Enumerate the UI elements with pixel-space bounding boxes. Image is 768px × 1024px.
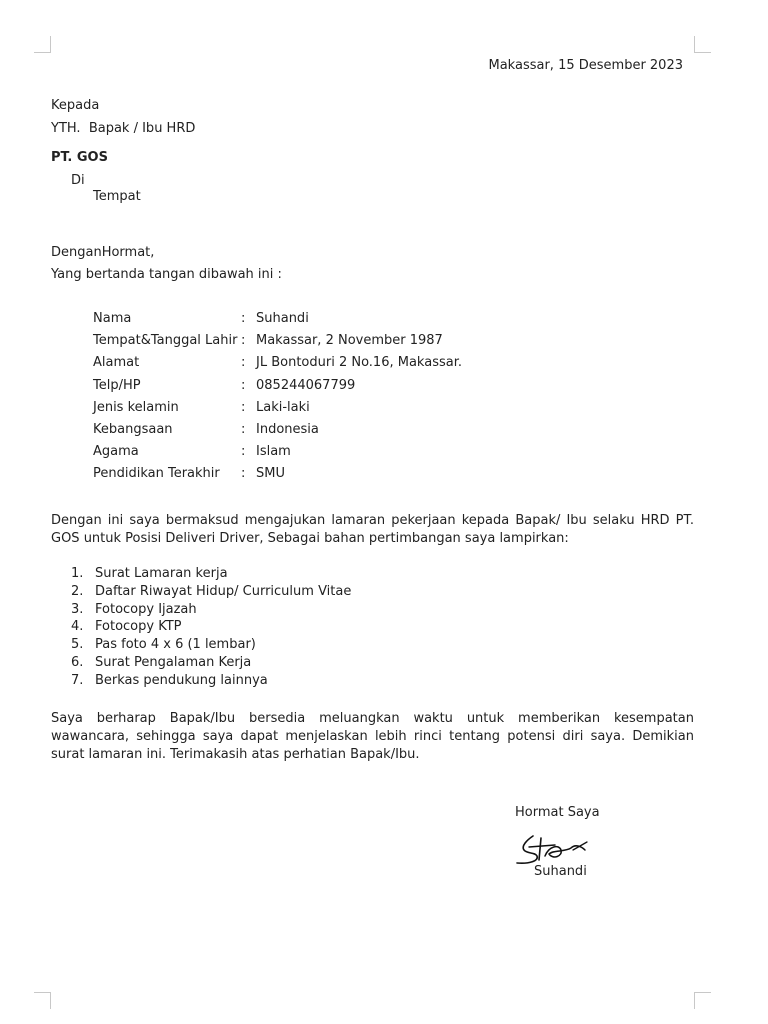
list-number: 4.: [71, 619, 84, 635]
info-colon: :: [241, 466, 246, 482]
info-label: Pendidikan Terakhir: [93, 466, 220, 482]
page-corner-mark-top-right: [694, 36, 711, 53]
list-number: 3.: [71, 601, 84, 617]
list-text: Fotocopy Ijazah: [95, 601, 197, 617]
greeting: DenganHormat,: [51, 245, 155, 260]
recipient-line-yth: YTH. Bapak / Ibu HRD: [51, 121, 196, 136]
info-label: Tempat&Tanggal Lahir: [93, 333, 238, 349]
recipient-line-di: Di: [71, 173, 85, 188]
list-number: 6.: [71, 654, 84, 670]
info-value: Laki-laki: [256, 399, 310, 415]
info-value: Islam: [256, 444, 291, 460]
info-label: Alamat: [93, 355, 140, 371]
list-text: Fotocopy KTP: [95, 619, 182, 635]
letter-date: Makassar, 15 Desember 2023: [488, 58, 683, 73]
list-text: Surat Pengalaman Kerja: [95, 654, 252, 670]
closing-paragraph: Saya berharap Bapak/Ibu bersedia meluangkan waktu untuk memberikan kesempatan wawancara, sehingga saya dapat menjelaskan lebih rinci tentang potensi diri saya. Demikian surat lamaran ini. Terimakasih atas perhatian Bapak/Ibu.: [51, 711, 694, 762]
intro-line: Yang bertanda tangan dibawah ini :: [51, 267, 282, 282]
page-corner-mark-top-left: [34, 36, 51, 53]
info-value: Indonesia: [256, 421, 319, 437]
info-colon: :: [241, 399, 246, 415]
page-corner-mark-bottom-left: [34, 992, 51, 1009]
list-text: Berkas pendukung lainnya: [95, 672, 268, 688]
closing-salutation: Hormat Saya: [515, 805, 600, 820]
list-number: 5.: [71, 637, 84, 653]
application-paragraph: Dengan ini saya bermaksud mengajukan lamaran pekerjaan kepada Bapak/ Ibu selaku HRD PT. GOS untuk Posisi Deliveri Driver, Sebagai bahan pertimbangan saya lampirkan:: [51, 513, 694, 546]
info-colon: :: [241, 444, 246, 460]
info-label: Nama: [93, 311, 132, 326]
recipient-line-kepada: Kepada: [51, 98, 100, 113]
signature-mark: [515, 832, 591, 866]
list-number: 2.: [71, 583, 84, 599]
info-colon: :: [241, 421, 246, 437]
list-number: 7.: [71, 672, 84, 688]
info-colon: :: [241, 311, 246, 326]
info-value: 085244067799: [256, 377, 356, 393]
info-label: Agama: [93, 444, 139, 460]
info-label: Kebangsaan: [93, 421, 173, 437]
recipient-line-tempat: Tempat: [93, 189, 141, 204]
list-text: Pas foto 4 x 6 (1 lembar): [95, 637, 256, 653]
list-text: Daftar Riwayat Hidup/ Curriculum Vitae: [95, 583, 352, 599]
info-label: Telp/HP: [93, 377, 141, 393]
info-value: Suhandi: [256, 311, 309, 326]
list-text: Surat Lamaran kerja: [95, 566, 228, 581]
list-number: 1.: [71, 566, 84, 581]
info-value: Makassar, 2 November 1987: [256, 333, 443, 349]
info-colon: :: [241, 355, 246, 371]
signer-name: Suhandi: [534, 864, 587, 879]
info-value: SMU: [256, 466, 285, 482]
info-colon: :: [241, 333, 246, 349]
page-corner-mark-bottom-right: [694, 992, 711, 1009]
info-colon: :: [241, 377, 246, 393]
info-value: JL Bontoduri 2 No.16, Makassar.: [256, 355, 462, 371]
recipient-company: PT. GOS: [51, 150, 108, 165]
info-label: Jenis kelamin: [93, 399, 179, 415]
